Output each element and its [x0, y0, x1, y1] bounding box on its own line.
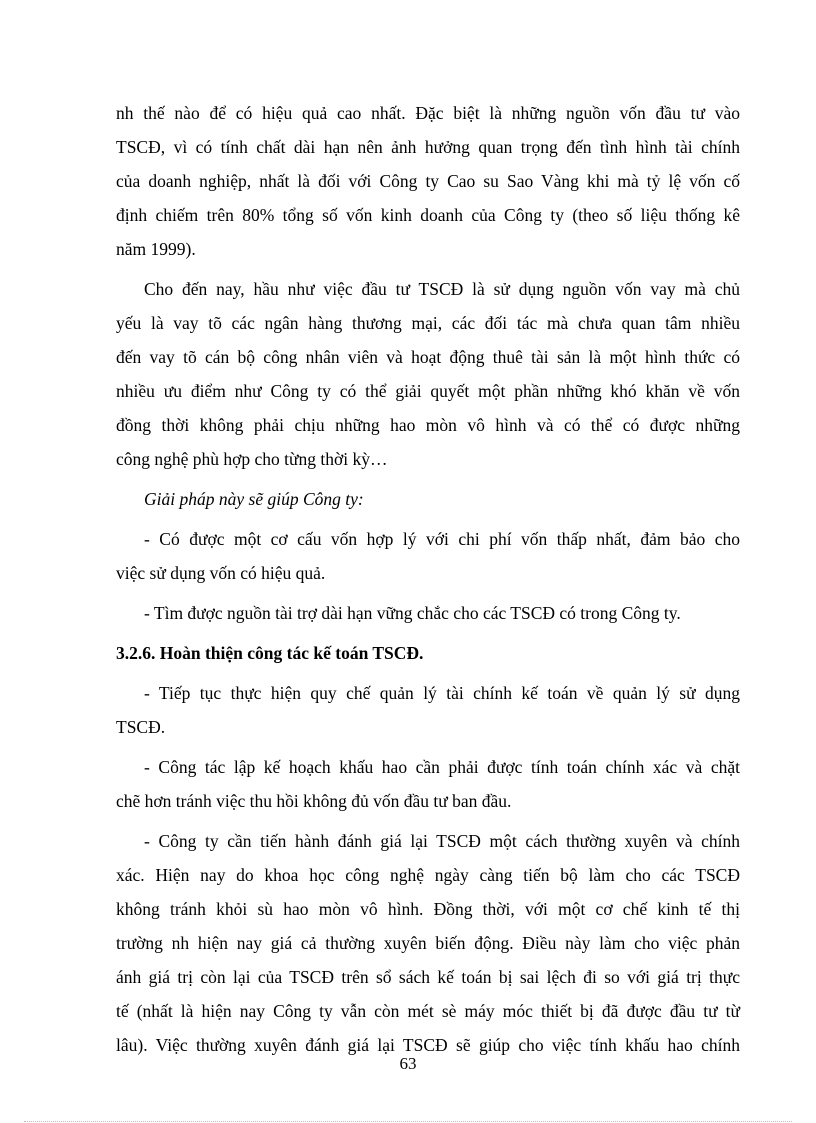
text-line: ánh giá trị còn lại của TSCĐ trên sổ sách kế toán bị sai lệch đi so với giá trị thực: [116, 967, 740, 987]
paragraph-bullet-depreciation-plan: [116, 750, 740, 818]
text-line: công nghệ phù hợp cho từng thời kỳ…: [116, 449, 388, 469]
paragraph-bullet-funding: [116, 596, 740, 630]
text-line: việc sử dụng vốn có hiệu quả.: [116, 563, 326, 583]
text-line: TSCĐ.: [116, 717, 166, 737]
text-line: nh thế nào để có hiệu quả cao nhất. Đặc biệt là những nguồn vốn đầu tư vào: [116, 103, 740, 123]
text-line: - Tiếp tục thực hiện quy chế quản lý tài chính kế toán về quản lý sử dụng: [144, 683, 740, 703]
text-line: - Tìm được nguồn tài trợ dài hạn vững chắc cho các TSCĐ có trong Công ty.: [144, 603, 681, 623]
text-line: TSCĐ, vì có tính chất dài hạn nên ảnh hưởng quan trọng đến tình hình tài chính: [116, 137, 740, 157]
text-line: chẽ hơn tránh việc thu hồi không đủ vốn đầu tư ban đầu.: [116, 791, 512, 811]
text-line: trường nh hiện nay giá cả thường xuyên biến động. Điều này làm cho việc phản: [116, 933, 740, 953]
paragraph-bullet-regulation: [116, 676, 740, 744]
document-page: [116, 96, 740, 1062]
text-line: của doanh nghiệp, nhất là đối với Công ty Cao su Sao Vàng khi mà tỷ lệ vốn cố: [116, 171, 740, 191]
heading-text: 3.2.6. Hoàn thiện công tác kế toán TSCĐ.: [116, 643, 424, 663]
paragraph-bullet-capital-structure: [116, 522, 740, 590]
text-line: xác. Hiện nay do khoa học công nghệ ngày càng tiến bộ làm cho các TSCĐ: [116, 865, 740, 885]
text-line: Cho đến nay, hầu như việc đầu tư TSCĐ là sử dụng nguồn vốn vay mà chủ: [144, 279, 740, 299]
text-line: định chiếm trên 80% tổng số vốn kinh doanh của Công ty (theo số liệu thống kê: [116, 205, 740, 225]
text-line: - Có được một cơ cấu vốn hợp lý với chi phí vốn thấp nhất, đảm bảo cho: [144, 529, 740, 549]
text-line: nhiều ưu điểm như Công ty có thể giải quyết một phần những khó khăn về vốn: [116, 381, 740, 401]
text-line: - Công ty cần tiến hành đánh giá lại TSCĐ một cách thường xuyên và chính: [144, 831, 740, 851]
text-line: Giải pháp này sẽ giúp Công ty:: [144, 489, 364, 509]
text-line: tế (nhất là hiện nay Công ty vẫn còn mét sè máy móc thiết bị đã được đầu tư từ: [116, 1001, 740, 1021]
text-line: lâu). Việc thường xuyên đánh giá lại TSCĐ sẽ giúp cho việc tính khấu hao chính: [116, 1035, 740, 1055]
paragraph-capital-investment: [116, 96, 740, 266]
page-number: 63: [399, 1054, 417, 1073]
text-line: năm 1999).: [116, 239, 196, 259]
section-heading: [116, 636, 740, 670]
paragraph-borrowing: [116, 272, 740, 476]
page-bottom-divider: [24, 1121, 792, 1122]
text-line: đến vay tõ cán bộ công nhân viên và hoạt động thuê tài sản là một hình thức có: [116, 347, 740, 367]
text-line: yếu là vay tõ các ngân hàng thương mại, các đối tác mà chưa quan tâm nhiều: [116, 313, 740, 333]
paragraph-solution-intro: [116, 482, 740, 516]
text-line: - Công tác lập kế hoạch khấu hao cần phải được tính toán chính xác và chặt: [144, 757, 740, 777]
text-line: đồng thời không phải chịu những hao mòn vô hình và có thể có được những: [116, 415, 740, 435]
paragraph-bullet-revaluation: [116, 824, 740, 1062]
text-line: không tránh khỏi sù hao mòn vô hình. Đồng thời, với một cơ chế kinh tế thị: [116, 899, 740, 919]
